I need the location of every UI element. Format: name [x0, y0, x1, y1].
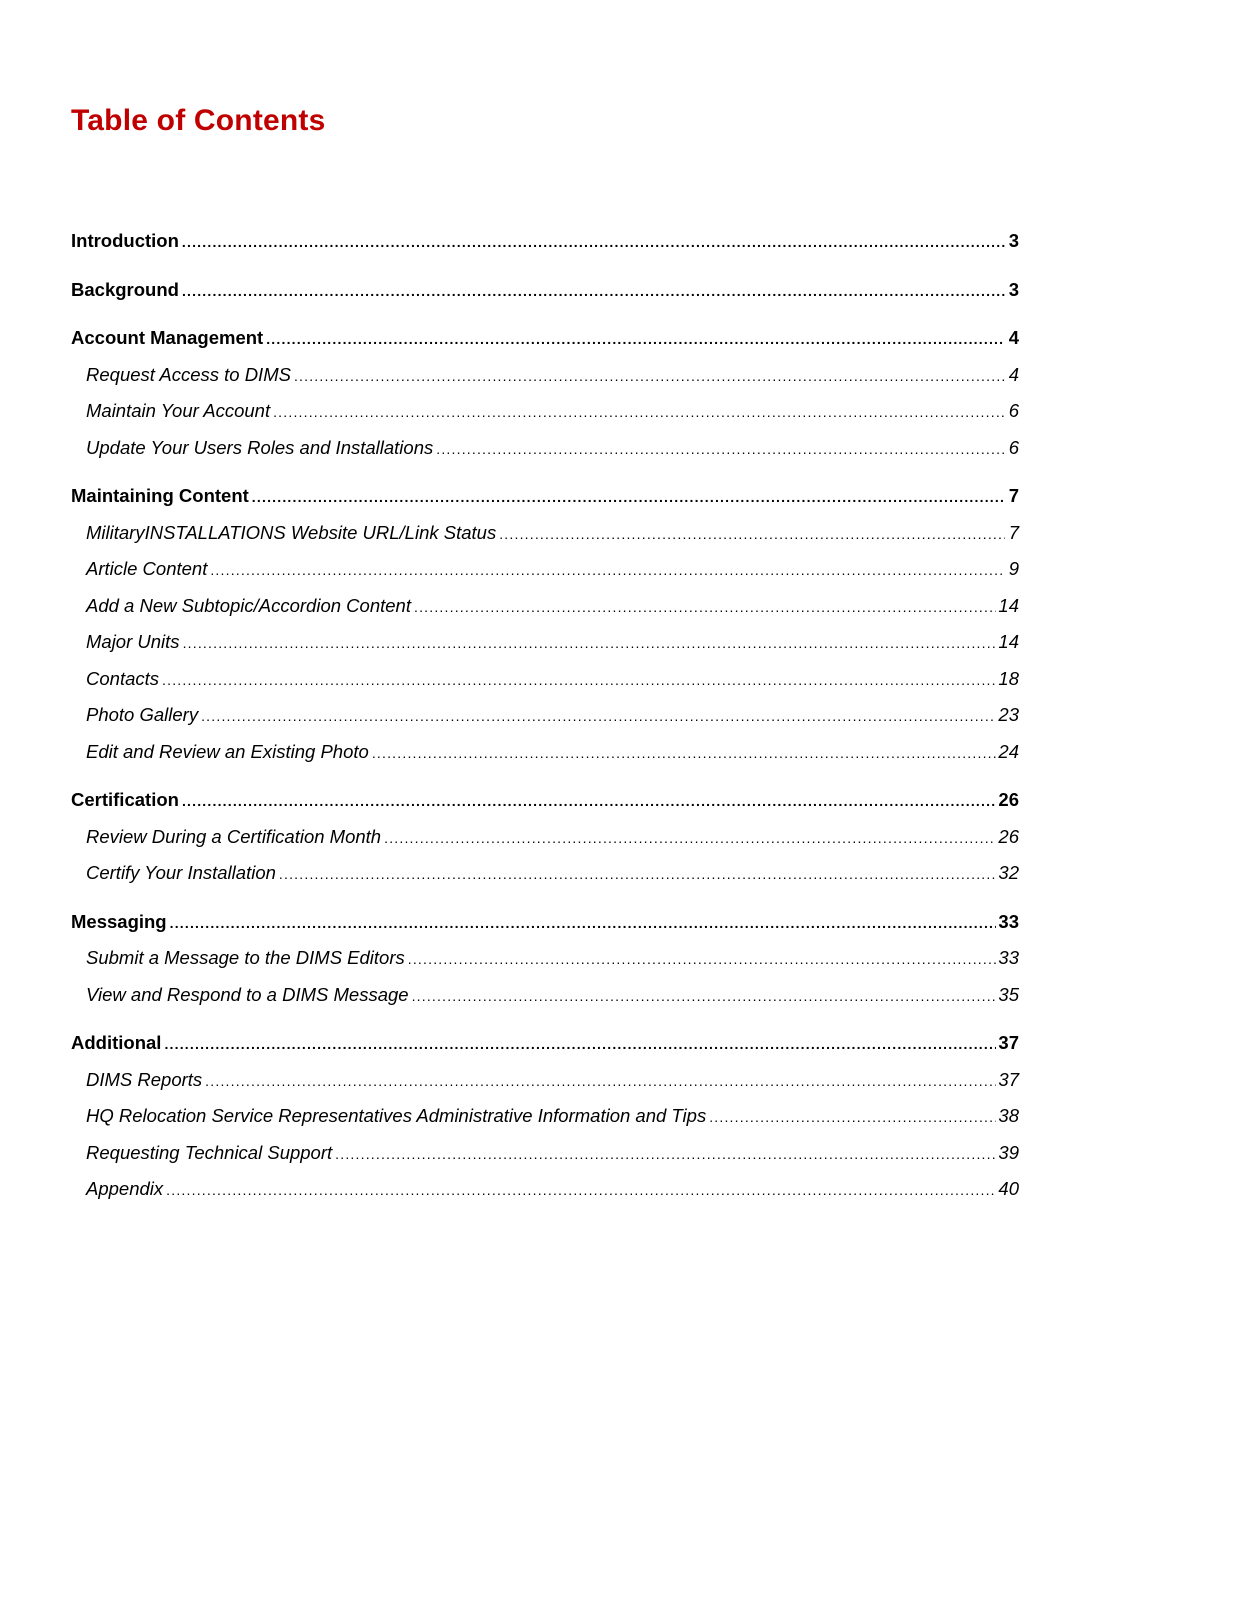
toc-entry-page-number[interactable]: 37 [998, 1032, 1019, 1053]
toc-entry-label[interactable]: Review During a Certification Month [86, 825, 382, 847]
toc-entry-page-number[interactable]: 33 [998, 910, 1019, 932]
toc-entry[interactable] [71, 554, 1019, 591]
toc-dot-leader [210, 555, 1005, 585]
toc-entry[interactable] [71, 858, 1019, 895]
toc-entry[interactable] [71, 591, 1019, 628]
toc-entry-label[interactable]: DIMS Reports [86, 1068, 203, 1090]
toc-entry-page-number[interactable]: 39 [998, 1141, 1019, 1163]
toc-dot-leader [183, 628, 997, 658]
toc-entry[interactable] [71, 980, 1019, 1017]
toc-entry[interactable] [71, 737, 1019, 774]
toc-dot-leader [436, 434, 1005, 464]
toc-entry-label[interactable]: Submit a Message to the DIMS Editors [86, 947, 405, 968]
page-title: Table of Contents [71, 104, 326, 137]
toc-entry-label[interactable]: Article Content [86, 558, 208, 579]
toc-entry-label[interactable]: Add a New Subtopic/Accordion Content [86, 594, 411, 616]
toc-dot-leader [252, 482, 1005, 512]
toc-entry[interactable] [71, 275, 1019, 312]
toc-dot-leader [170, 908, 997, 938]
toc-entry-page-number[interactable]: 14 [998, 631, 1019, 652]
toc-entry-label[interactable]: Additional [71, 1032, 162, 1053]
toc-entry-page-number[interactable]: 33 [998, 947, 1019, 968]
toc-dot-leader [205, 1066, 996, 1096]
toc-entry-label[interactable]: Messaging [71, 910, 167, 932]
toc-entry-page-number[interactable]: 18 [998, 667, 1019, 689]
toc-dot-leader [414, 592, 996, 622]
toc-entry-page-number[interactable]: 26 [998, 789, 1019, 810]
toc-dot-leader [182, 786, 996, 816]
toc-dot-leader [182, 227, 1005, 257]
toc-entry-label[interactable]: Account Management [71, 327, 264, 348]
toc-entry-page-number[interactable]: 35 [998, 983, 1019, 1005]
toc-entry-label[interactable]: HQ Relocation Service Representatives Administrative Information and Tips [86, 1105, 707, 1126]
toc-entry-page-number[interactable]: 6 [1008, 436, 1019, 458]
toc-entry-label[interactable]: Maintaining Content [71, 485, 249, 506]
toc-entry[interactable] [71, 700, 1019, 737]
toc-entry-label[interactable]: Photo Gallery [86, 704, 199, 725]
toc-dot-leader [201, 701, 996, 731]
toc-entry[interactable] [71, 226, 1019, 263]
toc-entry[interactable] [71, 943, 1019, 980]
toc-entry[interactable] [71, 323, 1019, 360]
toc-dot-leader [412, 981, 997, 1011]
toc-dot-leader [384, 823, 996, 853]
toc-entry-page-number[interactable]: 26 [998, 825, 1019, 847]
toc-dot-leader [372, 738, 997, 768]
toc-entry[interactable] [71, 481, 1019, 518]
toc-entry-page-number[interactable]: 24 [998, 740, 1019, 762]
toc-dot-leader [273, 397, 1005, 427]
toc-entry[interactable] [71, 785, 1019, 822]
toc-entry-label[interactable]: Requesting Technical Support [86, 1141, 333, 1163]
toc-entry[interactable] [71, 1065, 1019, 1102]
toc-dot-leader [182, 276, 1005, 306]
toc-dot-leader [266, 324, 1005, 354]
toc-dot-leader [408, 944, 997, 974]
toc-entry-label[interactable]: Certification [71, 789, 179, 810]
toc-entry[interactable] [71, 907, 1019, 944]
toc-entry-page-number[interactable]: 6 [1008, 400, 1019, 421]
toc-dot-leader [279, 859, 997, 889]
toc-entry-label[interactable]: Certify Your Installation [86, 862, 276, 883]
table-of-contents [71, 226, 1019, 1211]
toc-dot-leader [294, 361, 1005, 391]
toc-entry-label[interactable]: Appendix [86, 1178, 164, 1199]
toc-entry-page-number[interactable]: 38 [998, 1105, 1019, 1126]
toc-entry-page-number[interactable]: 14 [998, 594, 1019, 616]
toc-entry-label[interactable]: MilitaryINSTALLATIONS Website URL/Link Status [86, 521, 497, 543]
toc-entry-label[interactable]: Introduction [71, 230, 179, 251]
toc-entry-page-number[interactable]: 40 [998, 1178, 1019, 1199]
toc-entry-page-number[interactable]: 9 [1008, 558, 1019, 579]
toc-entry-page-number[interactable]: 37 [998, 1068, 1019, 1090]
toc-entry-label[interactable]: Request Access to DIMS [86, 363, 291, 385]
toc-entry-label[interactable]: View and Respond to a DIMS Message [86, 983, 409, 1005]
toc-entry-label[interactable]: Major Units [86, 631, 180, 652]
toc-entry[interactable] [71, 396, 1019, 433]
toc-entry-label[interactable]: Update Your Users Roles and Installations [86, 436, 434, 458]
toc-entry-label[interactable]: Edit and Review an Existing Photo [86, 740, 369, 762]
toc-entry[interactable] [71, 1138, 1019, 1175]
toc-entry[interactable] [71, 664, 1019, 701]
toc-dot-leader [162, 665, 996, 695]
toc-entry-page-number[interactable]: 4 [1008, 363, 1019, 385]
toc-entry-page-number[interactable]: 32 [998, 862, 1019, 883]
toc-entry-label[interactable]: Contacts [86, 667, 160, 689]
toc-dot-leader [499, 519, 1005, 549]
toc-entry[interactable] [71, 1028, 1019, 1065]
toc-entry[interactable] [71, 822, 1019, 859]
toc-entry-page-number[interactable]: 3 [1008, 278, 1019, 300]
toc-entry-page-number[interactable]: 7 [1008, 485, 1019, 506]
toc-entry-page-number[interactable]: 3 [1008, 230, 1019, 251]
toc-entry[interactable] [71, 627, 1019, 664]
toc-dot-leader [709, 1102, 996, 1132]
toc-entry[interactable] [71, 360, 1019, 397]
toc-dot-leader [164, 1029, 996, 1059]
toc-entry-label[interactable]: Background [71, 278, 179, 300]
toc-entry-page-number[interactable]: 23 [998, 704, 1019, 725]
toc-entry[interactable] [71, 518, 1019, 555]
toc-entry[interactable] [71, 433, 1019, 470]
toc-entry-label[interactable]: Maintain Your Account [86, 400, 271, 421]
toc-entry-page-number[interactable]: 4 [1008, 327, 1019, 348]
toc-entry[interactable] [71, 1101, 1019, 1138]
toc-entry[interactable] [71, 1174, 1019, 1211]
toc-dot-leader [335, 1139, 996, 1169]
toc-dot-leader [166, 1175, 996, 1205]
toc-entry-page-number[interactable]: 7 [1008, 521, 1019, 543]
